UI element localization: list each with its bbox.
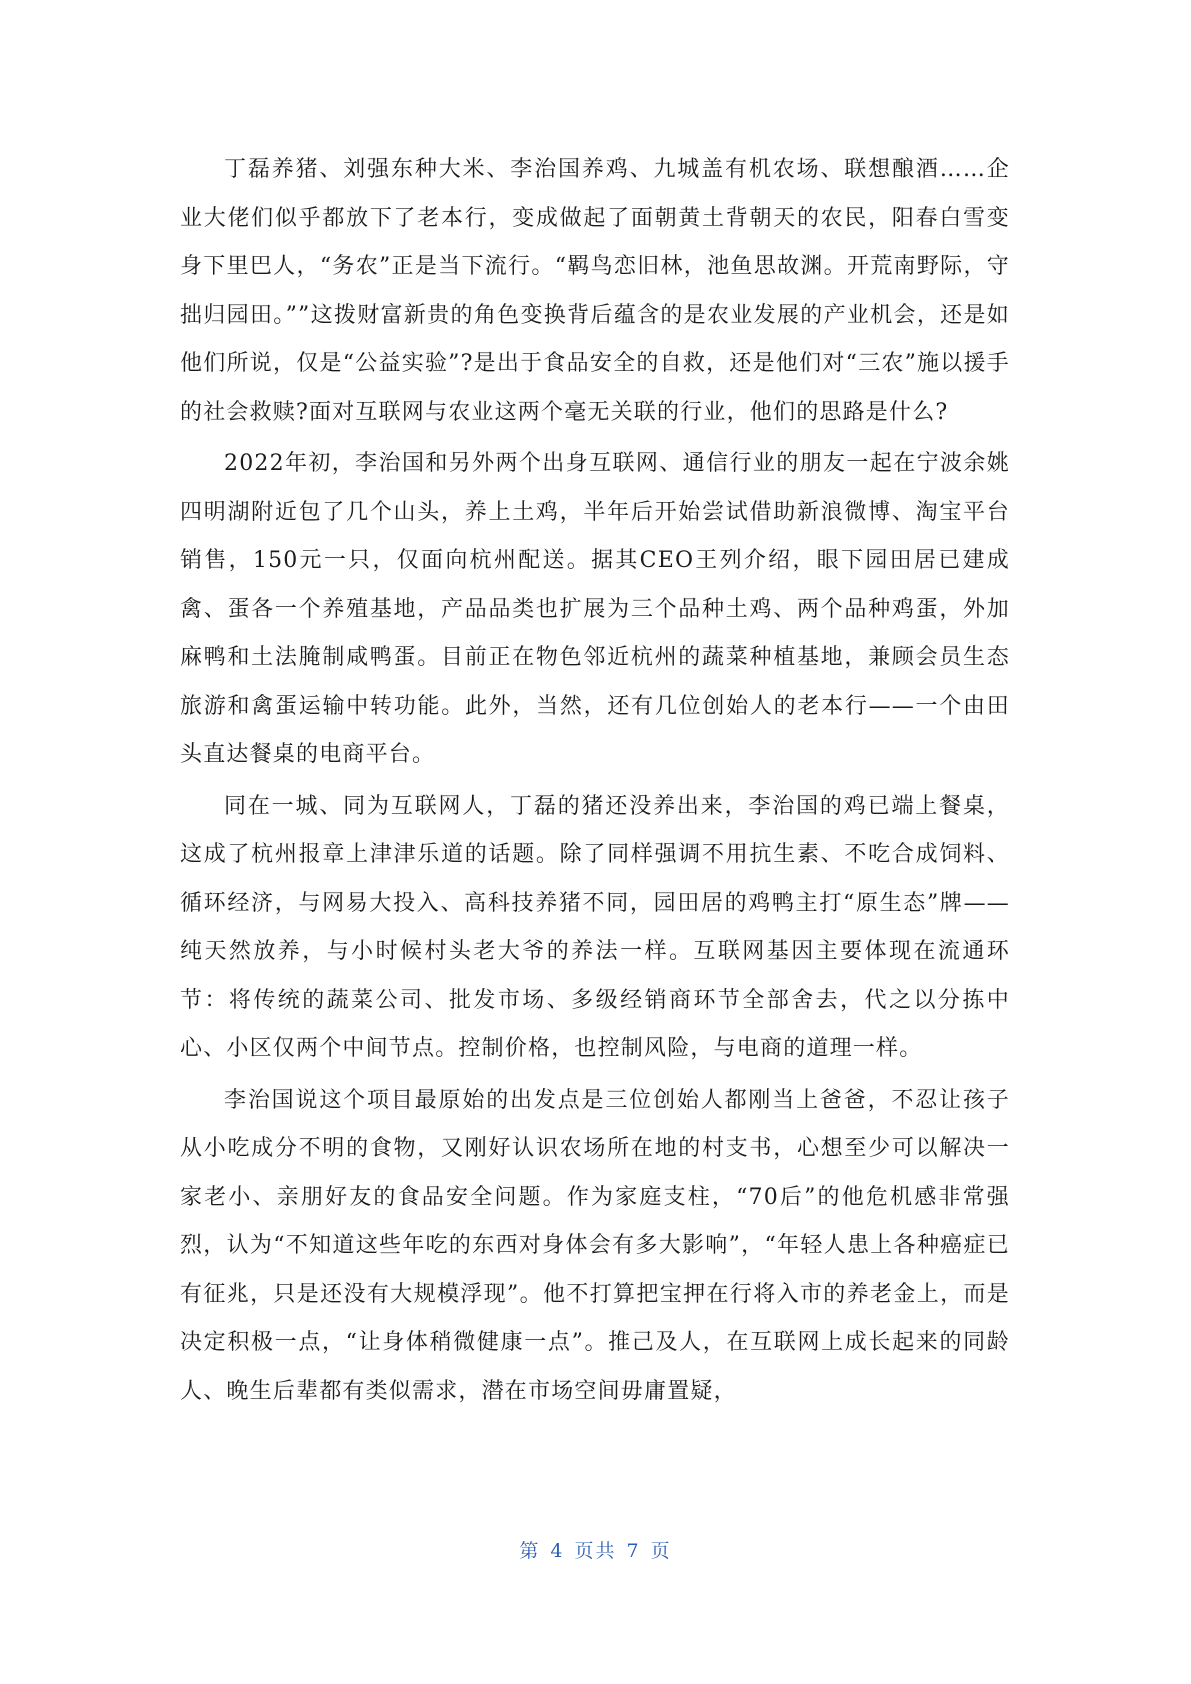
paragraph-1: 丁磊养猪、刘强东种大米、李治国养鸡、九城盖有机农场、联想酿酒……企业大佬们似乎都放下了老本行，变成做起了面朝黄土背朝天的农民，阳春白雪变身下里巴人，“务农”正是当下流行。“羁鸟恋旧林，池鱼思故渊。开荒南野际，守拙归园田。””这拨财富新贵的角色变换背后蕴含的是农业发展的产业机会，还是如他们所说，仅是“公益实验”?是出于食品安全的自救，还是他们对“三农”施以援手的社会救赎?面对互联网与农业这两个毫无关联的行业，他们的思路是什么?	[180, 157, 1010, 425]
paragraph-3: 同在一城、同为互联网人，丁磊的猪还没养出来，李治国的鸡已端上餐桌，这成了杭州报章上津津乐道的话题。除了同样强调不用抗生素、不吃合成饲料、循环经济，与网易大投入、高科技养猪不同，园田居的鸡鸭主打“原生态”牌——纯天然放养，与小时候村头老大爷的养法一样。互联网基因主要体现在流通环节：将传统的蔬菜公司、批发市场、多级经销商环节全部舍去，代之以分拣中心、小区仅两个中间节点。控制价格，也控制风险，与电商的道理一样。	[180, 793, 1010, 1061]
paragraph-2: 2022年初，李治国和另外两个出身互联网、通信行业的朋友一起在宁波余姚四明湖附近包了几个山头，养上土鸡，半年后开始尝试借助新浪微博、淘宝平台销售，150元一只，仅面向杭州配送。据其CEO王列介绍，眼下园田居已建成禽、蛋各一个养殖基地，产品品类也扩展为三个品种土鸡、两个品种鸡蛋，外加麻鸭和土法腌制咸鸭蛋。目前正在物色邻近杭州的蔬菜种植基地，兼顾会员生态旅游和禽蛋运输中转功能。此外，当然，还有几位创始人的老本行——一个由田头直达餐桌的电商平台。	[180, 451, 1010, 767]
footer-total-pages: 7	[626, 1540, 641, 1562]
footer-current-page: 4	[550, 1540, 565, 1562]
article-body	[180, 146, 1010, 1419]
footer-prefix: 第	[519, 1540, 541, 1562]
page-number-footer	[0, 1536, 1191, 1563]
footer-suffix: 页	[650, 1540, 672, 1562]
footer-middle: 页共	[574, 1540, 617, 1562]
paragraph-4: 李治国说这个项目最原始的出发点是三位创始人都刚当上爸爸，不忍让孩子从小吃成分不明的食物，又刚好认识农场所在地的村支书，心想至少可以解决一家老小、亲朋好友的食品安全问题。作为家庭支柱，“70后”的他危机感非常强烈，认为“不知道这些年吃的东西对身体会有多大影响”，“年轻人患上各种癌症已有征兆，只是还没有大规模浮现”。他不打算把宝押在行将入市的养老金上，而是决定积极一点，“让身体稍微健康一点”。推己及人，在互联网上成长起来的同龄人、晚生后辈都有类似需求，潜在市场空间毋庸置疑，	[180, 1087, 1010, 1404]
